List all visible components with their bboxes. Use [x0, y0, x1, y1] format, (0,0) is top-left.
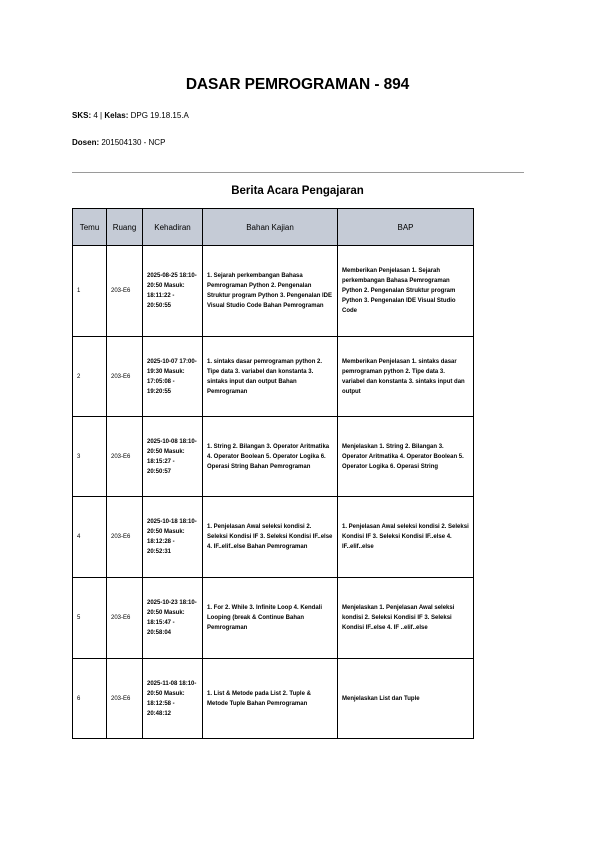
- table-row: [73, 417, 474, 497]
- sks-value: 4: [93, 111, 98, 120]
- dosen-value: 201504130 - NCP: [101, 138, 166, 147]
- cell-kehadiran: 2025-10-18 18:10-20:50 Masuk: 18:12:28 - 20:52:31: [143, 497, 203, 578]
- header-bahan-kajian: Bahan Kajian: [203, 209, 338, 246]
- cell-temu: 3: [73, 417, 107, 497]
- document-title: DASAR PEMROGRAMAN - 894: [185, 76, 410, 93]
- cell-kehadiran: 2025-11-08 18:10-20:50 Masuk: 18:12:58 - 20:48:12: [143, 659, 203, 739]
- cell-bahan-kajian: 1. List & Metode pada List 2. Tuple & Metode Tuple Bahan Pemrograman: [203, 659, 338, 739]
- cell-kehadiran: 2025-10-23 18:10-20:50 Masuk: 18:15:47 - 20:58:04: [143, 578, 203, 659]
- table-row: [73, 578, 474, 659]
- cell-temu: 6: [73, 659, 107, 739]
- header-ruang: Ruang: [107, 209, 143, 246]
- cell-bahan-kajian: 1. String 2. Bilangan 3. Operator Aritmatika 4. Operator Boolean 5. Operator Logika 6. Operasi String Bahan Pemrograman: [203, 417, 338, 497]
- cell-ruang: 203-E6: [107, 659, 143, 739]
- dosen-label: Dosen:: [72, 138, 100, 147]
- kelas-value: DPG 19.18.15.A: [130, 111, 189, 120]
- cell-temu: 5: [73, 578, 107, 659]
- cell-ruang: 203-E6: [107, 497, 143, 578]
- cell-ruang: 203-E6: [107, 578, 143, 659]
- cell-bap: Memberikan Penjelasan 1. sintaks dasar pemrograman python 2. Tipe data 3. variabel dan konstanta 3. sintaks input dan output: [338, 337, 474, 417]
- cell-bap: 1. Penjelasan Awal seleksi kondisi 2. Seleksi Kondisi IF 3. Seleksi Kondisi IF..else 4. IF..elif..else: [338, 497, 474, 578]
- cell-bahan-kajian: 1. Penjelasan Awal seleksi kondisi 2. Seleksi Kondisi IF 3. Seleksi Kondisi IF..else 4. IF..elif..else Bahan Pemrograman: [203, 497, 338, 578]
- header-temu: Temu: [73, 209, 107, 246]
- cell-bahan-kajian: 1. sintaks dasar pemrograman python 2. Tipe data 3. variabel dan konstanta 3. sintaks input dan output Bahan Pemrograman: [203, 337, 338, 417]
- cell-bahan-kajian: 1. For 2. While 3. Infinite Loop 4. Kendali Looping (break & Continue Bahan Pemrograman: [203, 578, 338, 659]
- teaching-log-table: [72, 208, 474, 739]
- cell-kehadiran: 2025-08-25 18:10-20:50 Masuk: 18:11:22 - 20:50:55: [143, 246, 203, 337]
- table-header-row: [73, 209, 474, 246]
- kelas-label: Kelas:: [104, 111, 129, 120]
- course-info-line: [72, 111, 189, 120]
- table-row: [73, 497, 474, 578]
- cell-ruang: 203-E6: [107, 337, 143, 417]
- cell-bap: Menjelaskan 1. Penjelasan Awal seleksi kondisi 2. Seleksi Kondisi IF 3. Seleksi Kondisi IF..else 4. IF ..elif..else: [338, 578, 474, 659]
- sks-label: SKS:: [72, 111, 92, 120]
- cell-ruang: 203-E6: [107, 246, 143, 337]
- cell-temu: 1: [73, 246, 107, 337]
- cell-bap: Memberikan Penjelasan 1. Sejarah perkembangan Bahasa Pemrograman Python 2. Pengenalan Struktur program Python 3. Pengenalan IDE Visual Studio Code: [338, 246, 474, 337]
- cell-bahan-kajian: 1. Sejarah perkembangan Bahasa Pemrograman Python 2. Pengenalan Struktur program Python 3. Pengenalan IDE Visual Studio Code Bahan Pemrograman: [203, 246, 338, 337]
- cell-bap: Menjelaskan List dan Tuple: [338, 659, 474, 739]
- divider: [72, 172, 524, 173]
- table-row: [73, 337, 474, 417]
- cell-kehadiran: 2025-10-08 18:10-20:50 Masuk: 18:15:27 - 20:50:57: [143, 417, 203, 497]
- cell-bap: Menjelaskan 1. String 2. Bilangan 3. Operator Aritmatika 4. Operator Boolean 5. Operator Logika 6. Operasi String: [338, 417, 474, 497]
- cell-ruang: 203-E6: [107, 417, 143, 497]
- section-title: Berita Acara Pengajaran: [231, 185, 364, 197]
- table-row: [73, 659, 474, 739]
- cell-temu: 4: [73, 497, 107, 578]
- lecturer-info-line: [72, 138, 165, 147]
- cell-kehadiran: 2025-10-07 17:00-19:30 Masuk: 17:05:08 - 19:20:55: [143, 337, 203, 417]
- table-row: [73, 246, 474, 337]
- header-kehadiran: Kehadiran: [143, 209, 203, 246]
- header-bap: BAP: [338, 209, 474, 246]
- cell-temu: 2: [73, 337, 107, 417]
- separator: |: [100, 111, 103, 120]
